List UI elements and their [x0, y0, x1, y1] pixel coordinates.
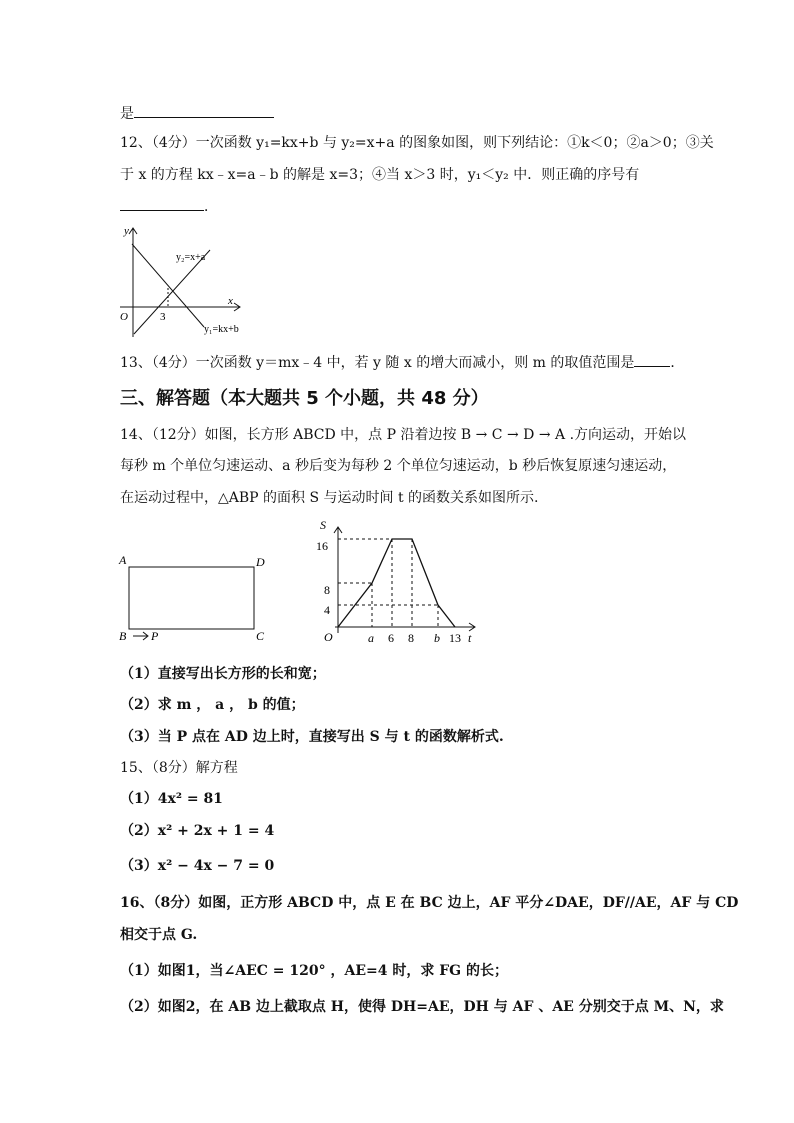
q16-sub1: （1）如图1，当∠AEC = 120° ，AE=4 时，求 FG 的长；	[120, 963, 508, 979]
section-3-title: 三、解答题（本大题共 5 个小题，共 48 分）	[120, 388, 489, 409]
q12-line2: 于 x 的方程 kx﹣x=a﹣b 的解是 x=3；④当 x＞3 时，y₁＜y₂ 中．则正确的序号有	[120, 167, 640, 183]
graph-label-o: O	[120, 311, 128, 323]
rect-label-b: B	[119, 629, 127, 643]
q12-end: ．	[204, 199, 218, 215]
chart-series-line	[338, 539, 455, 627]
q15-sub1: （1）4x² = 81	[120, 791, 223, 807]
rect-label-a: A	[119, 553, 127, 567]
chart-xtick-6: 6	[388, 631, 394, 645]
rect-label-p: P	[151, 629, 159, 643]
q15-sub3: （3）x² − 4x − 7 = 0	[120, 858, 275, 874]
chart-xtick-8: 8	[408, 631, 414, 645]
q13	[120, 352, 684, 373]
graph-label-y1: y₁=kx+b	[204, 324, 239, 335]
chart-ytick-16: 16	[316, 539, 328, 553]
q12-answer-blank[interactable]	[120, 196, 204, 211]
q12-line1: 12、（4分）一次函数 y₁=kx+b 与 y₂=x+a 的图象如图，则下列结论：①k＜0；②a＞0；③关	[120, 135, 714, 151]
q14-st-chart	[310, 515, 485, 645]
chart-xtick-13: 13	[449, 631, 461, 645]
q14-line2: 每秒 m 个单位匀速运动、a 秒后变为每秒 2 个单位匀速运动，b 秒后恢复原速匀速运动，	[120, 458, 677, 474]
q14-line3: 在运动过程中，△ABP 的面积 S 与运动时间 t 的函数关系如图所示.	[120, 490, 539, 506]
q14-line1: 14、（12分）如图，长方形 ABCD 中，点 P 沿着边按 B → C → D → A .方向运动，开始以	[120, 427, 687, 443]
q14-sub1: （1）直接写出长方形的长和宽；	[120, 666, 326, 682]
q15-head: 15、（8分）解方程	[120, 760, 238, 776]
q16-line1: 16、（8分）如图，正方形 ABCD 中，点 E 在 BC 边上，AF 平分∠DAE，DF//AE，AF 与 CD	[120, 895, 739, 911]
q14-sub2: （2）求 m ， a ， b 的值；	[120, 697, 305, 713]
graph-label-y2: y₂=x+a	[176, 252, 206, 263]
q13-end: ．	[670, 355, 685, 371]
q13-answer-blank[interactable]	[634, 352, 670, 367]
graph-label-3: 3	[160, 311, 166, 323]
q12-answer-line	[120, 196, 218, 217]
q16-sub2: （2）如图2，在 AB 边上截取点 H，使得 DH=AE，DH 与 AF 、AE 分别交于点 M、N，求	[120, 999, 724, 1015]
chart-ytick-8: 8	[324, 583, 330, 597]
chart-axis-label-s: S	[320, 518, 326, 532]
graph-label-x: x	[228, 295, 233, 307]
chart-ytick-4: 4	[324, 603, 330, 617]
q14-rectangle-figure	[115, 552, 275, 647]
chart-xtick-b: b	[434, 631, 440, 645]
q11-answer-blank[interactable]	[134, 103, 274, 118]
q15-sub2: （2）x² + 2x + 1 = 4	[120, 823, 275, 839]
q11-tail-text: 是	[120, 106, 134, 122]
chart-xtick-a: a	[368, 631, 374, 645]
rect-label-c: C	[256, 629, 265, 643]
q11-tail	[120, 103, 274, 124]
graph-label-y: y	[124, 225, 129, 237]
q13-text: 13、（4分）一次函数 y＝mx﹣4 中，若 y 随 x 的增大而减小，则 m 的取值范围是	[120, 355, 635, 371]
chart-label-o: O	[324, 630, 333, 644]
q14-sub3: （3）当 P 点在 AD 边上时，直接写出 S 与 t 的函数解析式.	[120, 729, 504, 745]
q16-line2: 相交于点 G.	[120, 927, 198, 943]
rect-label-d: D	[256, 555, 265, 569]
chart-axis-label-t: t	[468, 631, 472, 645]
q12-graph	[112, 222, 262, 342]
chart-guide-lines	[338, 539, 438, 627]
